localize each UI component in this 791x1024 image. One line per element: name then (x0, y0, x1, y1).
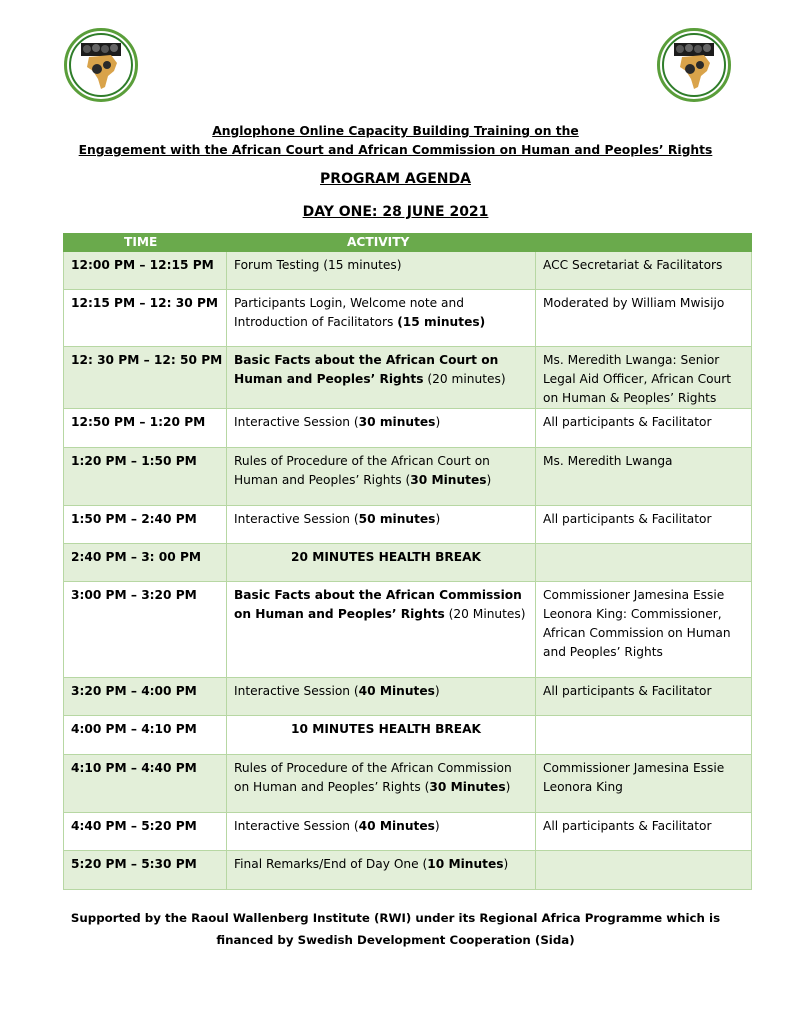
activity-suffix-text: ) (434, 684, 440, 698)
agenda-time-cell: 1:50 PM – 2:40 PM (64, 506, 227, 544)
activity-suffix-text: ) (505, 780, 511, 794)
agenda-activity-cell (227, 582, 536, 678)
agenda-row (64, 544, 752, 582)
agenda-facilitator-cell (536, 544, 752, 582)
agenda-activity-cell (227, 755, 536, 813)
agenda-facilitator-cell: Commissioner Jamesina Essie Leonora King: Commissioner, African Commission on Human and Peoples’ Rights (536, 582, 752, 678)
agenda-time-cell: 12: 30 PM – 12: 50 PM (64, 347, 227, 409)
agenda-activity-cell (227, 813, 536, 851)
activity-bold-text: (15 minutes) (397, 315, 486, 329)
activity-suffix-text: ) (435, 415, 441, 429)
agenda-time-cell: 1:20 PM – 1:50 PM (64, 448, 227, 506)
agenda-facilitator-cell: All participants & Facilitator (536, 813, 752, 851)
activity-text: Final Remarks/End of Day One ( (234, 857, 428, 871)
program-agenda-heading: PROGRAM AGENDA (320, 171, 471, 187)
agenda-activity-cell (227, 409, 536, 448)
agenda-time-cell: 12:00 PM – 12:15 PM (64, 252, 227, 290)
agenda-facilitator-cell: Ms. Meredith Lwanga: Senior Legal Aid Officer, African Court on Human & Peoples’ Rights (536, 347, 752, 409)
activity-text: Interactive Session ( (234, 415, 359, 429)
agenda-row (64, 347, 752, 409)
agenda-activity-cell (227, 252, 536, 290)
column-header-time: TIME (64, 234, 227, 252)
agenda-time-cell: 12:15 PM – 12: 30 PM (64, 290, 227, 347)
agenda-activity-cell (227, 290, 536, 347)
activity-bold-text: Basic Facts about the African Commission on Human and Peoples’ Rights (234, 588, 522, 621)
activity-suffix-text: ) (434, 819, 440, 833)
agenda-row (64, 448, 752, 506)
agenda-activity-cell (227, 678, 536, 716)
agenda-activity-cell (227, 506, 536, 544)
activity-bold-text: 30 Minutes (410, 473, 487, 487)
column-header-facilitator (536, 234, 752, 252)
activity-text: Participants Login, Welcome note and Introduction of Facilitators (234, 296, 464, 329)
activity-bold-text: 50 minutes (358, 512, 436, 526)
agenda-facilitator-cell: ACC Secretariat & Facilitators (536, 252, 752, 290)
agenda-facilitator-cell: Commissioner Jamesina Essie Leonora King (536, 755, 752, 813)
agenda-facilitator-cell: Ms. Meredith Lwanga (536, 448, 752, 506)
agenda-time-cell: 2:40 PM – 3: 00 PM (64, 544, 227, 582)
agenda-facilitator-cell: All participants & Facilitator (536, 506, 752, 544)
column-header-activity: ACTIVITY (227, 234, 536, 252)
activity-duration-text: (20 minutes) (423, 372, 506, 386)
agenda-row (64, 678, 752, 716)
activity-suffix-text: ) (503, 857, 509, 871)
agenda-header-row (64, 234, 752, 252)
footer-line-2: financed by Swedish Development Cooperation (Sida) (216, 933, 575, 947)
activity-suffix-text: ) (486, 473, 492, 487)
agenda-facilitator-cell: Moderated by William Mwisijo (536, 290, 752, 347)
activity-text: Interactive Session ( (234, 819, 359, 833)
agenda-activity-cell (227, 448, 536, 506)
agenda-break-cell: 20 MINUTES HEALTH BREAK (227, 544, 536, 582)
activity-suffix-text: ) (435, 512, 441, 526)
africa-map-logo-icon (64, 28, 138, 102)
activity-bold-text: 10 Minutes (427, 857, 504, 871)
agenda-row (64, 851, 752, 890)
agenda-row (64, 290, 752, 347)
agenda-time-cell: 4:40 PM – 5:20 PM (64, 813, 227, 851)
activity-bold-text: 30 minutes (358, 415, 436, 429)
agenda-row (64, 409, 752, 448)
agenda-row (64, 813, 752, 851)
document-title-line-2: Engagement with the African Court and African Commission on Human and Peoples’ Rights (78, 143, 713, 157)
agenda-facilitator-cell (536, 851, 752, 890)
agenda-activity-cell (227, 851, 536, 890)
agenda-row (64, 582, 752, 678)
agenda-activity-cell (227, 347, 536, 409)
activity-bold-text: Basic Facts about the African Court on Human and Peoples’ Rights (234, 353, 499, 386)
activity-bold-text: 30 Minutes (429, 780, 506, 794)
agenda-break-cell: 10 MINUTES HEALTH BREAK (227, 716, 536, 755)
activity-text: Interactive Session ( (234, 512, 359, 526)
agenda-facilitator-cell: All participants & Facilitator (536, 409, 752, 448)
activity-text: Rules of Procedure of the African Court on Human and Peoples’ Rights ( (234, 454, 490, 487)
agenda-time-cell: 12:50 PM – 1:20 PM (64, 409, 227, 448)
activity-text: Interactive Session ( (234, 684, 359, 698)
activity-text: Forum Testing (15 minutes) (234, 258, 402, 272)
agenda-time-cell: 3:00 PM – 3:20 PM (64, 582, 227, 678)
agenda-row (64, 755, 752, 813)
activity-duration-text: (20 Minutes) (444, 607, 526, 621)
agenda-row (64, 716, 752, 755)
activity-bold-text: 40 Minutes (358, 819, 435, 833)
agenda-time-cell: 4:00 PM – 4:10 PM (64, 716, 227, 755)
activity-text: Rules of Procedure of the African Commission on Human and Peoples’ Rights ( (234, 761, 512, 794)
agenda-row (64, 506, 752, 544)
footer-line-1: Supported by the Raoul Wallenberg Institute (RWI) under its Regional Africa Programme which is (70, 911, 721, 925)
agenda-time-cell: 5:20 PM – 5:30 PM (64, 851, 227, 890)
document-title-line-1: Anglophone Online Capacity Building Training on the (212, 124, 579, 138)
agenda-time-cell: 4:10 PM – 4:40 PM (64, 755, 227, 813)
agenda-row (64, 252, 752, 290)
agenda-table (63, 233, 752, 890)
agenda-facilitator-cell (536, 716, 752, 755)
agenda-time-cell: 3:20 PM – 4:00 PM (64, 678, 227, 716)
activity-bold-text: 40 Minutes (358, 684, 435, 698)
agenda-facilitator-cell: All participants & Facilitator (536, 678, 752, 716)
day-heading: DAY ONE: 28 JUNE 2021 (302, 204, 489, 220)
africa-map-logo-icon (657, 28, 731, 102)
